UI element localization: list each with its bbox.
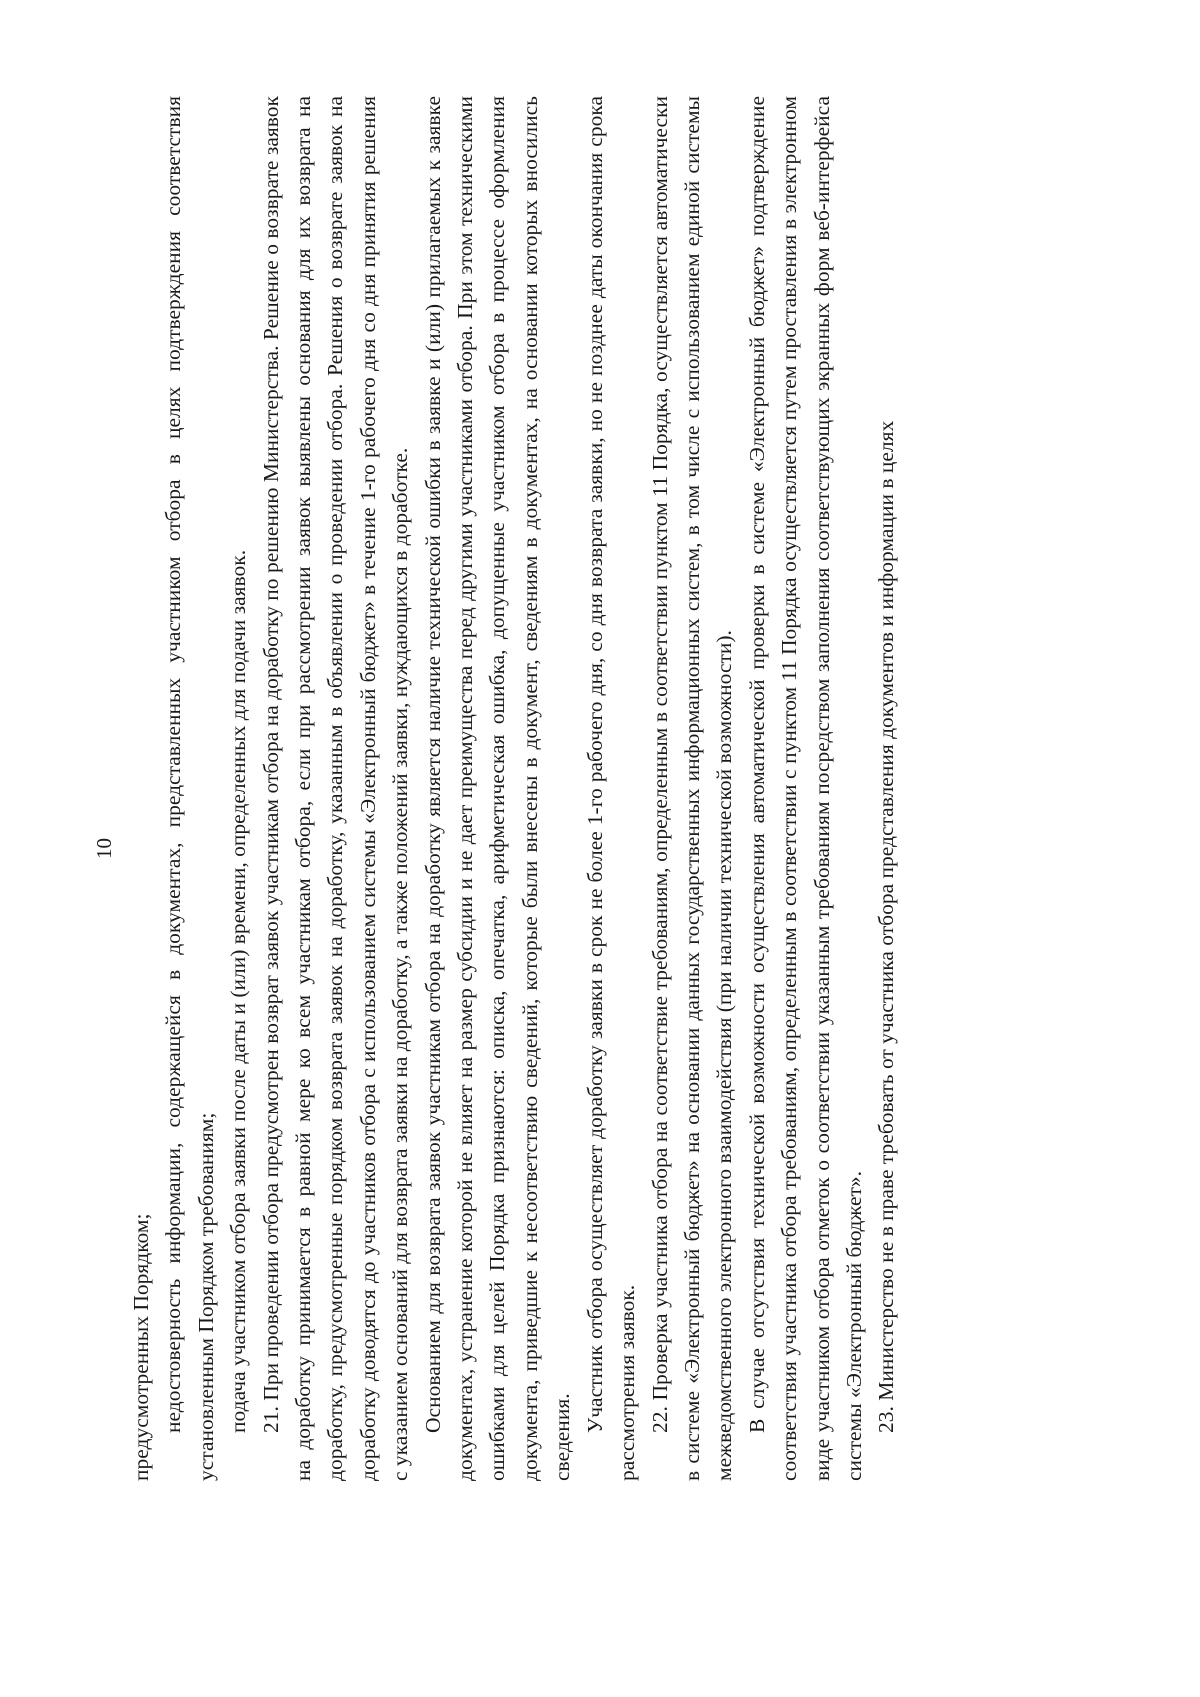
paragraph: предусмотренных Порядком; <box>129 1213 153 1481</box>
paragraph: недостоверность информации, содержащейся в документах, представленных участником отбора в целях подтверждения соответствия установленным Порядком требованиям; <box>161 96 218 1481</box>
paragraph: 22. Проверка участника отбора на соответствие требованиям, определенным в соответствии пунктом 11 Порядка, осуществляется автоматически в системе «Электронный бюджет» на основании данных государственных информационных систем, в том числе с использованием единой системы межведомственного электронного взаимодействия (при наличии технической возможности). <box>647 96 737 1481</box>
paragraph: Основанием для возврата заявок участникам отбора на доработку является наличие технической ошибки в заявке и (или) прилагаемых к заявке документах, устранение которой не влияет на размер субсидии и не дает преимущества перед другими участниками отбора. При этом техническими ошибками для целей Порядка признаются: описка, опечатка, арифметическая ошибка, допущенные участником отбора в процессе оформления документа, приведшие к несоответствию сведений, которые были внесены в документ, сведениям в документах, на основании которых вносились сведения. <box>420 96 575 1481</box>
document-body <box>125 96 903 1481</box>
paragraph: Участник отбора осуществляет доработку заявки в срок не более 1-го рабочего дня, со дня возврата заявки, но не позднее даты окончания срока рассмотрения заявок. <box>582 96 640 1481</box>
paragraph: 23. Министерство не в праве требовать от участника отбора представления документов и информации в целях <box>874 420 899 1433</box>
paragraph: 21. При проведении отбора предусмотрен возврат заявок участникам отбора на доработку по решению Министерства. Решение о возврате заявок на доработку принимается в равной мере ко всем участникам отбора, если при рассмотрении заявок выявлены основания для их возврата на доработку, предусмотренные порядком возврата заявок на доработку, указанным в объявлении о проведении отбора. Решения о возврате заявок на доработку доводятся до участников отбора с использованием системы «Электронный бюджет» в течение 1-го рабочего дня со дня принятия решения с указанием оснований для возврата заявки на доработку, а также положений заявки, нуждающихся в доработке. <box>258 96 413 1481</box>
paragraph: В случае отсутствия технической возможности осуществления автоматической проверки в системе «Электронный бюджет» подтверждение соответствия участника отбора требованиям, определенным в соответствии с пунктом 11 Порядка осуществляется путем проставления в электронном виде участником отбора отметок о соответствии указанным требованиям посредством заполнения соответствующих экранных форм веб-интерфейса системы «Электронный бюджет». <box>744 96 866 1481</box>
paragraph: подача участником отбора заявки после даты и (или) времени, определенных для подачи заявок. <box>226 549 251 1433</box>
page-number: 10 <box>92 838 116 859</box>
